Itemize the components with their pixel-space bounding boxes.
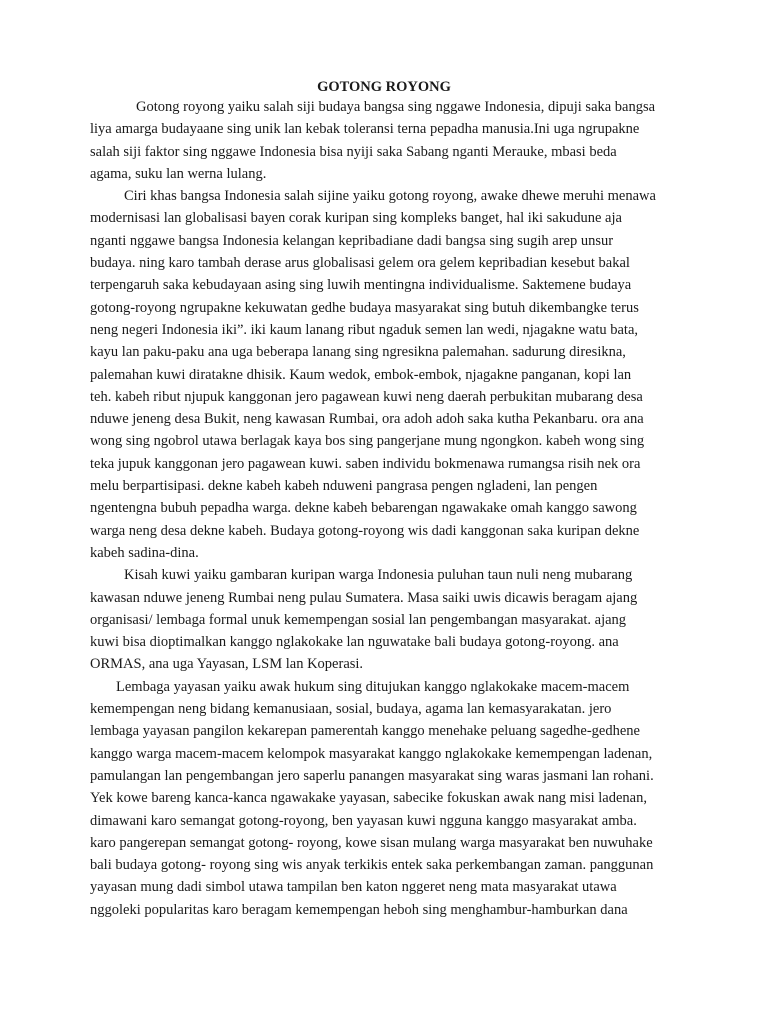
- text-line: nggoleki popularitas karo beragam kemempengan heboh sing menghambur-hamburkan dana: [90, 901, 628, 918]
- paragraph: [90, 96, 690, 185]
- text-line: nganti nggawe bangsa Indonesia kelangan kepribadiane dadi bangsa sing sugih arep unsur: [90, 232, 614, 249]
- text-line: nduwe jeneng desa Bukit, neng kawasan Rumbai, ora adoh adoh saka kutha Pekanbaru. ora ana: [90, 411, 644, 428]
- paragraph: [90, 564, 690, 675]
- text-line: yayasan mung dadi simbol utawa tampilan ben katon nggeret neng mata masyarakat utawa: [90, 879, 617, 896]
- text-line: Ciri khas bangsa Indonesia salah sijine yaiku gotong royong, awake dhewe meruhi menawa: [124, 188, 656, 205]
- text-line: warga neng desa dekne kabeh. Budaya gotong-royong wis dadi kanggonan saka kuripan dekne: [90, 522, 640, 539]
- text-line: budaya. ning karo tambah derase arus globalisasi gelem ora gelem kepribadian kesebut bakal: [90, 255, 630, 272]
- text-line: kayu lan paku-paku ana uga beberapa lanang sing ngresikna palemahan. sadurung diresikna,: [90, 344, 626, 361]
- text-line: lembaga yayasan pangilon kekarepan pamerentah kanggo menehake peluang sagedhe-gedhene: [90, 723, 640, 740]
- text-line: terpengaruh saka kebudayaan asing sing luwih mentingna individualisme. Saktemene budaya: [90, 277, 632, 294]
- paragraph: [90, 185, 690, 564]
- text-line: bali budaya gotong- royong sing wis anyak terkikis entek saka perkembangan zaman. panggunan: [90, 857, 654, 874]
- text-line: palemahan kuwi diratakne dhisik. Kaum wedok, embok-embok, njagakne panganan, kopi lan: [90, 366, 632, 383]
- text-line: Yek kowe bareng kanca-kanca ngawakake yayasan, sabecike fokuskan awak nang misi ladenan,: [90, 790, 647, 807]
- text-line: salah siji faktor sing nggawe Indonesia bisa nyiji saka Sabang nganti Merauke, mbasi beda: [90, 143, 617, 160]
- text-line: melu berpartisipasi. dekne kabeh kabeh nduweni pangrasa pengen ngladeni, lan pengen: [90, 478, 598, 495]
- text-line: Lembaga yayasan yaiku awak hukum sing ditujukan kanggo nglakokake macem-macem: [116, 678, 630, 695]
- text-line: ngentengna bubuh pepadha warga. dekne kabeh bebarengan ngawakake omah kanggo sawong: [90, 500, 637, 517]
- text-line: kemempengan neng bidang kemanusiaan, sosial, budaya, agama lan kemasyarakatan. jero: [90, 701, 612, 718]
- text-line: ORMAS, ana uga Yayasan, LSM lan Koperasi.: [90, 656, 364, 673]
- paragraph: [90, 676, 690, 921]
- text-line: kuwi bisa dioptimalkan kanggo nglakokake lan nguwatake bali budaya gotong-royong. ana: [90, 634, 619, 651]
- text-line: agama, suku lan werna lulang.: [90, 165, 267, 182]
- text-line: organisasi/ lembaga formal unuk kemempengan sosial lan pengembangan masyarakat. ajang: [90, 611, 627, 628]
- text-line: kabeh sadina-dina.: [90, 544, 199, 561]
- text-line: Gotong royong yaiku salah siji budaya bangsa sing nggawe Indonesia, dipuji saka bangsa: [136, 99, 656, 115]
- text-line: neng negeri Indonesia iki”. iki kaum lanang ribut ngaduk semen lan wedi, njagakne watu bata,: [90, 321, 639, 338]
- text-line: karo pangerepan semangat gotong- royong, kowe sisan mulang warga masyarakat ben nuwuhake: [90, 834, 653, 851]
- text-line: kanggo warga macem-macem kelompok masyarakat kanggo nglakokake kemempengan ladenan,: [90, 745, 653, 762]
- document-body: [90, 96, 690, 921]
- text-line: modernisasi lan globalisasi bayen corak kuripan sing kompleks banget, hal iki sakudune aja: [90, 210, 622, 227]
- text-line: teka jupuk kanggonan jero pagawean kuwi. saben individu bokmenawa rumangsa risih nek ora: [90, 455, 641, 472]
- document-title: GOTONG ROYONG: [317, 79, 451, 95]
- text-line: Kisah kuwi yaiku gambaran kuripan warga Indonesia puluhan taun nuli neng mubarang: [124, 567, 633, 584]
- text-line: teh. kabeh ribut njupuk kanggonan jero pagawean kuwi neng daerah perbukitan mubarang desa: [90, 388, 643, 405]
- text-line: gotong-royong ngrupakne kekuwatan gedhe budaya masyarakat sing butuh dikembangke terus: [90, 299, 639, 316]
- text-line: wong sing ngobrol utawa berlagak kaya bos sing pangerjane mung ngongkon. kabeh wong sing: [90, 433, 645, 450]
- text-line: pamulangan lan pengembangan jero saperlu panangen masyarakat sing waras jasmani lan rohani.: [90, 767, 654, 784]
- text-line: liya amarga budayaane sing unik lan kebak toleransi terna pepadha manusia.Ini uga ngrupakne: [90, 121, 640, 138]
- text-line: kawasan nduwe jeneng Rumbai neng pulau Sumatera. Masa saiki uwis dicawis beragam ajang: [90, 589, 638, 606]
- text-line: dimawani karo semangat gotong-royong, ben yayasan kuwi ngguna kanggo masyarakat amba.: [90, 812, 637, 829]
